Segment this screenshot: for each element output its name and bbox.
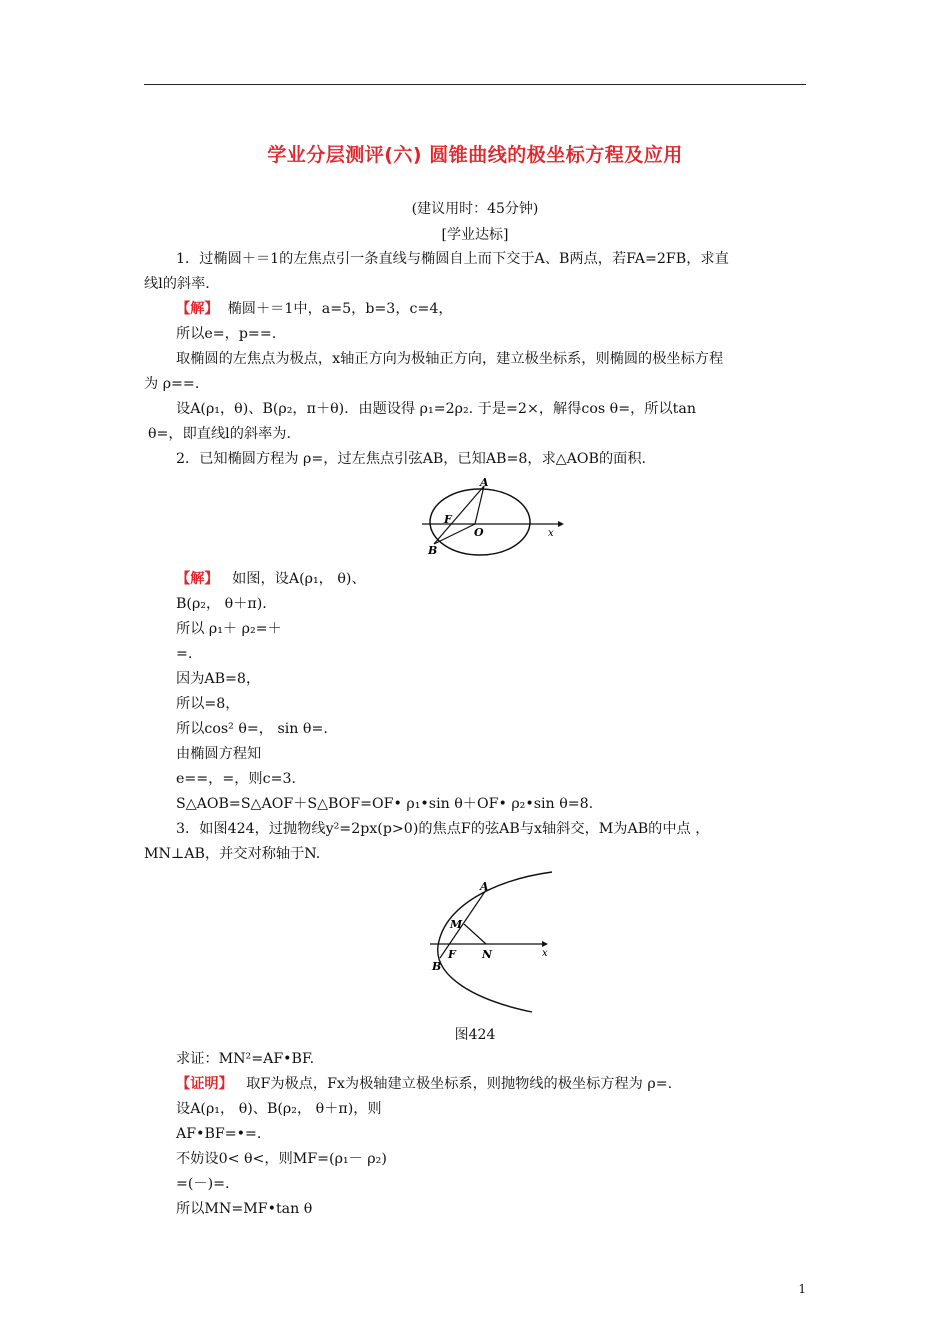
segment-mn	[464, 924, 486, 944]
label-x-2: x	[542, 948, 548, 959]
label-f: F	[444, 513, 452, 526]
problem-3-line-2: MN⊥AB，并交对称轴于N.	[144, 846, 321, 862]
solution-tag-2: 【解】	[176, 571, 219, 587]
solution-2-line-4: =.	[176, 646, 193, 662]
problem-3-claim: 求证：MN²=AF•BF.	[176, 1051, 315, 1067]
page-title: 学业分层测评(六) 圆锥曲线的极坐标方程及应用	[267, 144, 683, 166]
page-number: 1	[798, 1282, 806, 1296]
label-b-2: B	[432, 960, 442, 973]
label-m: M	[450, 918, 463, 931]
solution-2-line-9: e==，=，则c=3.	[176, 771, 296, 787]
label-a: A	[480, 476, 489, 489]
time-note: (建议用时：45分钟)	[411, 201, 539, 217]
solution-1-line-5: 设A(ρ₁，θ)、B(ρ₂，π＋θ)．由题设得 ρ₁=2ρ₂. 于是=2×，解得cos θ=，所以tan	[176, 401, 696, 417]
parabola-figure	[424, 866, 560, 1016]
label-n: N	[482, 948, 493, 961]
solution-2-line-1: 【解】 如图，设A(ρ₁， θ)、	[176, 571, 366, 587]
problem-1-line-2: 线l的斜率.	[144, 276, 210, 292]
solution-2-line-8: 由椭圆方程知	[176, 746, 262, 762]
solution-1-line-6: θ=，即直线l的斜率为.	[148, 426, 291, 442]
problem-3-line-1: 3．如图424，过抛物线y²=2px(p>0)的焦点F的弦AB与x轴斜交，M为AB的中点 ，	[176, 821, 710, 837]
label-o: O	[474, 526, 484, 539]
solution-2-line-7: 所以cos² θ=， sin θ=.	[176, 721, 328, 737]
solution-2-line-5: 因为AB=8，	[176, 671, 261, 687]
label-x: x	[548, 528, 554, 539]
proof-line-5: =(－)=.	[176, 1176, 230, 1192]
x-axis-arrow-2	[542, 941, 548, 947]
proof-line-2: 设A(ρ₁， θ)、B(ρ₂， θ＋π)，则	[176, 1101, 382, 1117]
solution-2-line-2: B(ρ₂， θ＋π).	[176, 596, 267, 612]
proof-line-3: AF•BF=•=.	[176, 1126, 262, 1142]
solution-1-line-3: 取椭圆的左焦点为极点，x轴正方向为极轴正方向，建立极坐标系，则椭圆的极坐标方程	[176, 351, 724, 367]
label-f-2: F	[448, 948, 456, 961]
section-heading: [学业达标]	[441, 227, 509, 243]
x-axis-arrow	[558, 521, 564, 527]
proof-line-1: 【证明】 取F为极点，Fx为极轴建立极坐标系，则抛物线的极坐标方程为 ρ=.	[176, 1076, 673, 1092]
label-a-2: A	[480, 880, 489, 893]
proof-line-6: 所以MN=MF•tan θ	[176, 1201, 313, 1217]
header-rule	[144, 84, 806, 85]
solution-1-line-4: 为 ρ==.	[144, 376, 200, 392]
proof-tag: 【证明】	[176, 1076, 233, 1092]
parabola-curve	[438, 872, 552, 1012]
proof-line-4: 不妨设0< θ<，则MF=(ρ₁－ ρ₂)	[176, 1151, 387, 1167]
solution-2-line-3: 所以 ρ₁＋ ρ₂=＋	[176, 621, 282, 637]
label-b: B	[428, 544, 438, 557]
solution-tag: 【解】	[176, 301, 219, 317]
figure-caption: 图424	[454, 1027, 496, 1043]
solution-2-line-6: 所以=8，	[176, 696, 240, 712]
problem-2-line-1: 2．已知椭圆方程为 ρ=，过左焦点引弦AB，已知AB=8，求△AOB的面积.	[176, 451, 647, 467]
segment-bo	[434, 524, 475, 544]
solution-2-line-10: S△AOB=S△AOF＋S△BOF=OF• ρ₁•sin θ＋OF• ρ₂•sin θ=8.	[176, 796, 594, 812]
problem-1-line-1: 1．过椭圆＋＝1的左焦点引一条直线与椭圆自上而下交于A、B两点，若FA=2FB，求直	[176, 251, 729, 267]
ellipse-figure	[418, 474, 568, 560]
solution-1-line-1: 【解】 椭圆＋＝1中，a=5，b=3，c=4，	[176, 301, 453, 317]
solution-1-line-2: 所以e=，p==.	[176, 326, 277, 342]
